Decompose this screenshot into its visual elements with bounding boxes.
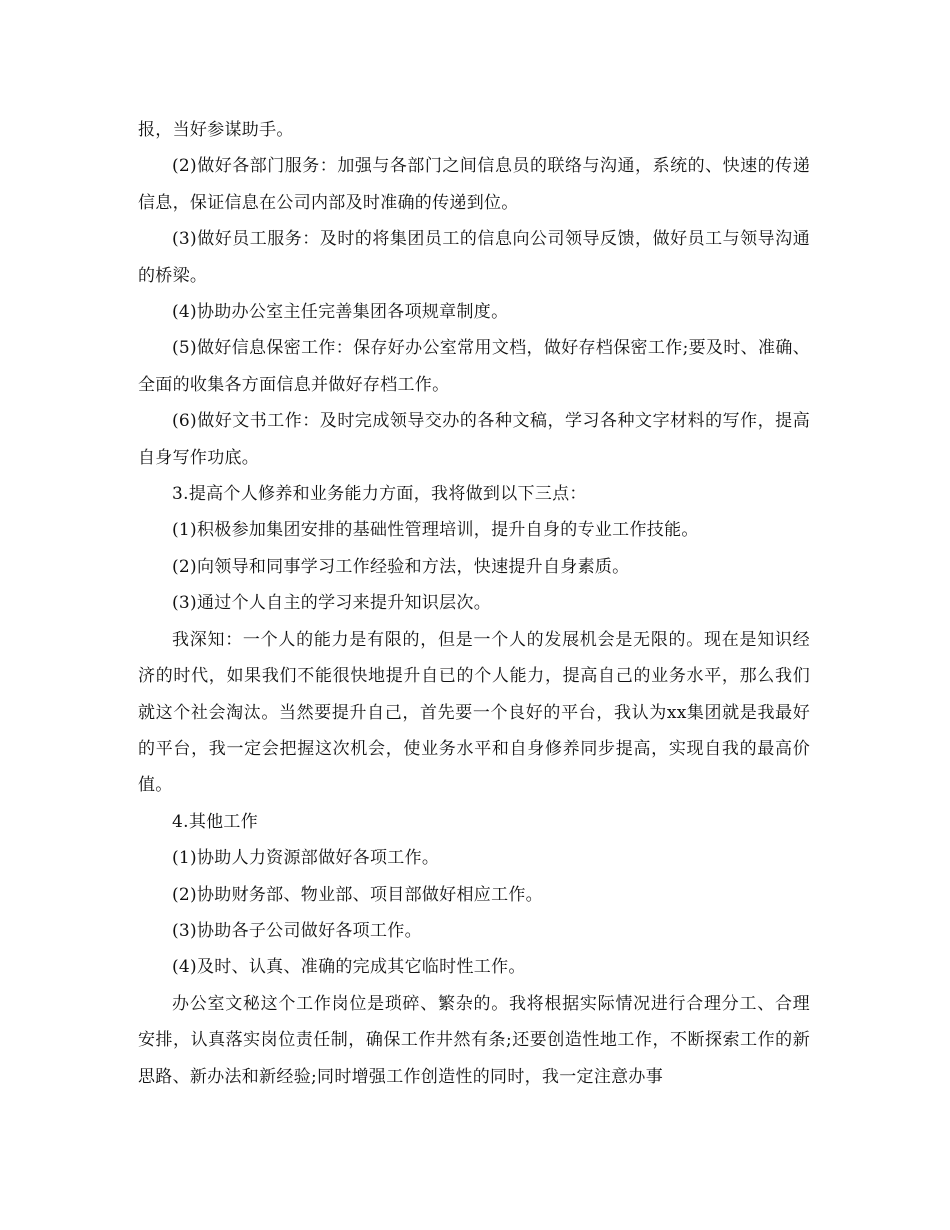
- paragraph-item-training: (1)积极参加集团安排的基础性管理培训，提升自身的专业工作技能。: [172, 520, 699, 541]
- paragraph-item-documents: (6)做好文书工作：及时完成领导交办的各种文稿，学习各种文字材料的写作，提高自身写作功底。: [138, 411, 810, 468]
- section-heading-other-work: 4.其他工作: [172, 811, 259, 832]
- paragraph-item-temporary: (4)及时、认真、准确的完成其它临时性工作。: [172, 957, 526, 978]
- paragraph-continuation: 报，当好参谋助手。: [138, 120, 294, 140]
- paragraph-item-department-service: (2)做好各部门服务：加强与各部门之间信息员的联络与沟通，系统的、快速的传递信息，保证信息在公司内部及时准确的传递到位。: [138, 156, 810, 213]
- paragraph-item-subsidiaries: (3)协助各子公司做好各项工作。: [172, 920, 422, 941]
- paragraph-item-confidentiality: (5)做好信息保密工作：保存好办公室常用文档，做好存档保密工作;要及时、准确、全面的收集各方面信息并做好存档工作。: [138, 338, 810, 395]
- section-heading-self-improvement: 3.提高个人修养和业务能力方面，我将做到以下三点：: [172, 484, 587, 505]
- paragraph-item-rules: (4)协助办公室主任完善集团各项规章制度。: [172, 302, 509, 323]
- paragraph-reflection: 我深知：一个人的能力是有限的，但是一个人的发展机会是无限的。现在是知识经济的时代，如果我们不能很快地提升自已的个人能力，提高自己的业务水平，那么我们就这个社会淘汰。当然要提升自己，首先要一个良好的平台，我认为xx集团就是我最好的平台，我一定会把握这次机会，使业务水平和自身修养同步提高，实现自我的最高价值。: [138, 629, 810, 796]
- paragraph-item-hr: (1)协助人力资源部做好各项工作。: [172, 848, 440, 869]
- paragraph-closing: 办公室文秘这个工作岗位是琐碎、繁杂的。我将根据实际情况进行合理分工、合理安排，认真落实岗位责任制，确保工作井然有条;还要创造性地工作，不断探索工作的新思路、新办法和新经验;同时增强工作创造性的同时，我一定注意办事: [138, 993, 810, 1087]
- paragraph-item-self-study: (3)通过个人自主的学习来提升知识层次。: [172, 593, 492, 614]
- paragraph-item-learning: (2)向领导和同事学习工作经验和方法，快速提升自身素质。: [172, 556, 630, 577]
- paragraph-item-finance: (2)协助财务部、物业部、项目部做好相应工作。: [172, 884, 543, 905]
- paragraph-item-employee-service: (3)做好员工服务：及时的将集团员工的信息向公司领导反馈，做好员工与领导沟通的桥梁。: [138, 229, 810, 286]
- document-body: [138, 112, 810, 1095]
